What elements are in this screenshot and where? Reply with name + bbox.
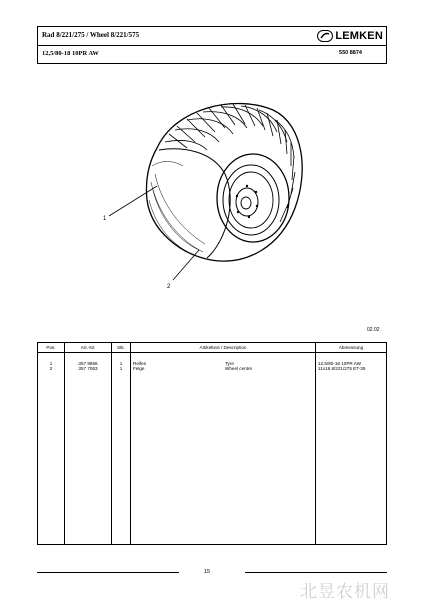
col-dimension-header: Abmessung [316,343,387,353]
row-pos: 2 [38,366,65,371]
row-qty: 1 [112,366,131,371]
row-text-de: Felge [133,366,145,372]
wheel-illustration [95,90,315,290]
row-text-en: Wheel centre [225,366,253,372]
col-art-header: Art.-Nr. [65,343,112,353]
header-title-row [38,27,386,46]
parts-table [37,342,387,545]
footer-rule-left [37,572,179,573]
revision-date: 02.02 [367,327,380,333]
table-empty-area [38,372,387,545]
page-title: Rad 8/221/275 / Wheel 8/221/575 [42,31,140,39]
row-qty: 1 [112,361,131,366]
header-box [37,26,387,64]
row-art-nr: 357 7063 [65,366,112,371]
table-header-row [38,343,387,353]
callout-2: 2 [167,284,171,290]
row-text-en: Tyre [225,361,234,366]
col-description-header: Artikeltext / Description [131,343,316,353]
col-qty-header: Stk. [112,343,131,353]
row-dimension: 12,5/80-18 10PR AW [316,361,387,366]
brand-logo [317,29,383,43]
lemken-logo-icon [317,30,333,42]
row-art-nr: 357 8866 [65,361,112,366]
table-row [38,366,387,371]
callout-1: 1 [103,216,107,222]
footer-rule-right [245,572,387,573]
page-number: 15 [204,569,211,575]
row-dimension: 11x18 8/221/275 ET-35 [316,366,387,371]
part-number: 550 8874 [339,50,362,56]
col-pos-header: Pos. [38,343,65,353]
watermark: 北昱农机网 [300,582,390,602]
row-text-de: Reifen [133,361,147,366]
brand-name: LEMKEN [335,30,383,42]
row-pos: 1 [38,361,65,366]
table-spacer-row [38,353,387,362]
tyre-size: 12,5/80-18 10PR AW [42,50,99,57]
